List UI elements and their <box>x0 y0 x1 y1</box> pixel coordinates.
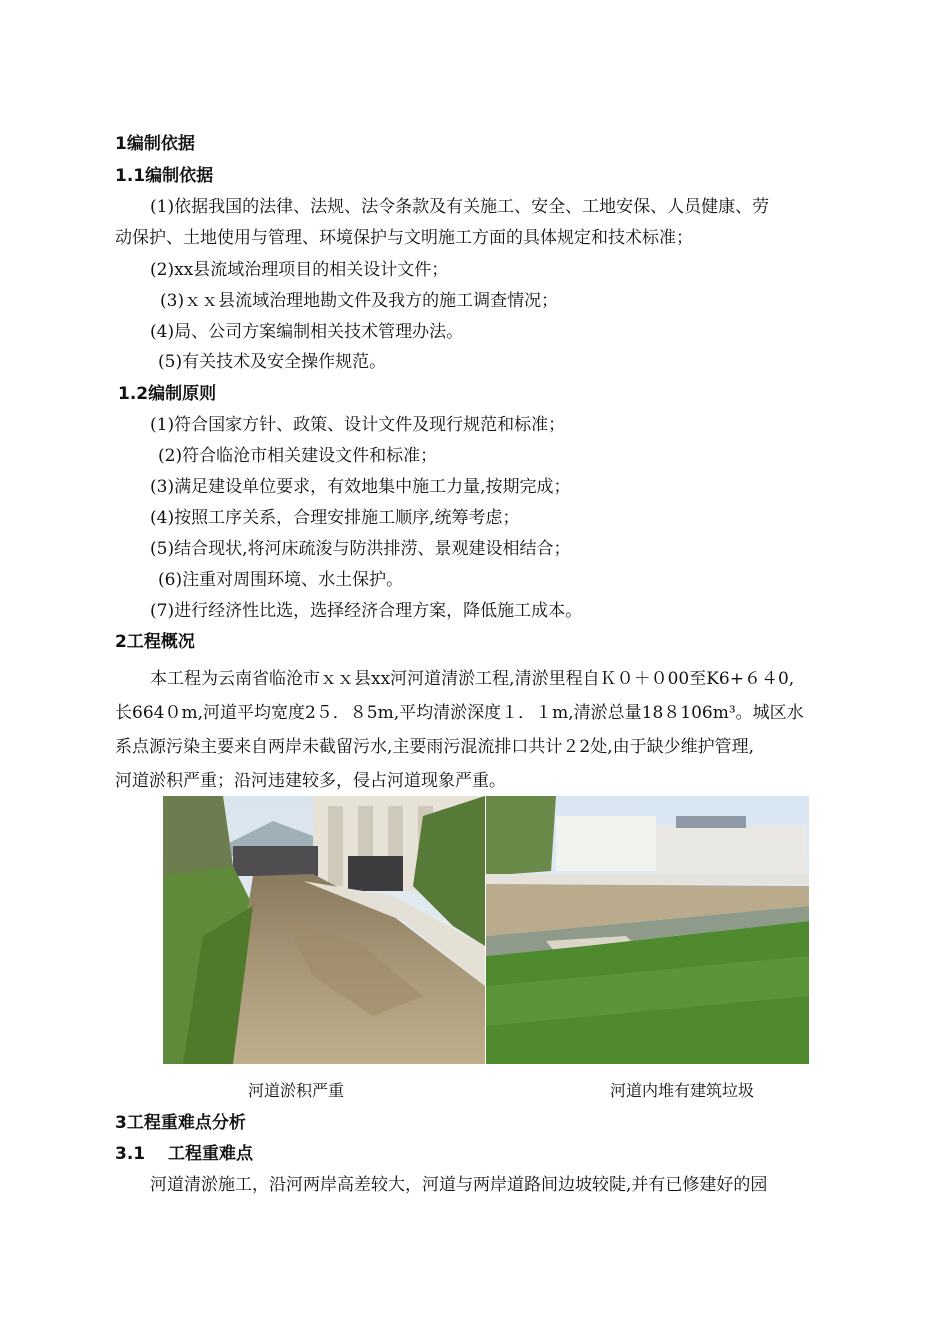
heading-3: 3工程重难点分析 <box>115 1113 246 1133</box>
list-item: 动保护、土地使用与管理、环境保护与文明施工方面的具体规定和技术标准； <box>115 228 693 248</box>
heading-1: 1编制依据 <box>115 134 195 154</box>
paragraph-line: 本工程为云南省临沧市ｘｘ县xx河河道清淤工程,清淤里程自Ｋ０＋０00至K6+６４0, <box>150 669 795 689</box>
photo-caption-left: 河道淤积严重 <box>248 1081 345 1100</box>
heading-1-1: 1.1编制依据 <box>115 166 214 186</box>
heading-1-2: 1.2编制原则 <box>118 384 217 404</box>
list-item: (2)符合临沧市相关建设文件和标准； <box>158 446 438 466</box>
list-item: (2)xx县流域治理项目的相关设计文件； <box>150 260 449 280</box>
list-item: (7)进行经济性比选，选择经济合理方案，降低施工成本。 <box>150 601 583 621</box>
list-item: (5)结合现状,将河床疏浚与防洪排涝、景观建设相结合； <box>150 539 571 559</box>
photo-caption-right: 河道内堆有建筑垃圾 <box>610 1081 755 1100</box>
list-item: (5)有关技术及安全操作规范。 <box>158 352 387 372</box>
paragraph-line: 长664０m,河道平均宽度2５．８5m,平均清淤深度１．１m,清淤总量18８106m³。城区水 <box>115 703 804 723</box>
river-sediment-photo <box>163 796 485 1064</box>
heading-2: 2工程概况 <box>115 632 195 652</box>
paragraph-line: 河道淤积严重；沿河违建较多，侵占河道现象严重。 <box>115 771 506 791</box>
list-item: (4)按照工序关系，合理安排施工顺序,统筹考虑； <box>150 508 520 528</box>
list-item: (3)ｘｘ县流域治理地勘文件及我方的施工调查情况； <box>160 291 559 311</box>
paragraph-line: 系点源污染主要来自两岸未截留污水,主要雨污混流排口共计２2处,由于缺少维护管理, <box>115 737 755 757</box>
list-item: (3)满足建设单位要求，有效地集中施工力量,按期完成； <box>150 477 571 497</box>
construction-waste-photo <box>486 796 809 1064</box>
list-item: (6)注重对周围环境、水土保护。 <box>158 570 404 590</box>
heading-3-1: 3.1 工程重难点 <box>115 1144 254 1164</box>
list-item: (4)局、公司方案编制相关技术管理办法。 <box>150 322 464 342</box>
list-item: (1)依据我国的法律、法规、法令条款及有关施工、安全、工地安保、人员健康、劳 <box>150 197 770 217</box>
list-item: (1)符合国家方针、政策、设计文件及现行规范和标准； <box>150 415 566 435</box>
paragraph-line: 河道清淤施工，沿河两岸高差较大，河道与两岸道路间边坡较陡,并有已修建好的园 <box>150 1175 768 1195</box>
